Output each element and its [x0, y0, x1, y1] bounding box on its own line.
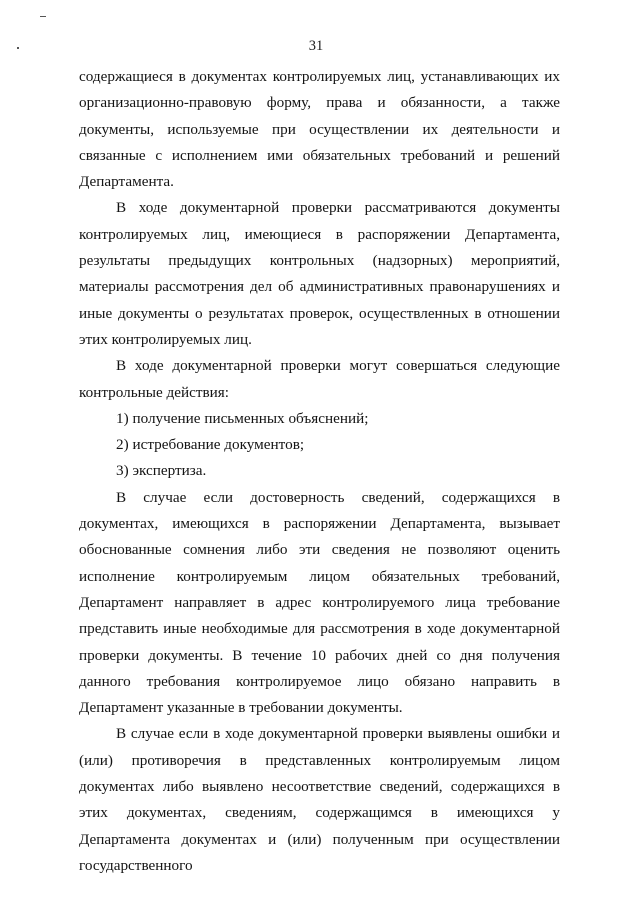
- paragraph-continued: содержащиеся в документах контролируемых лиц, устанавливающих их организационно-правовую форму, права и обязанности, а также документы, используемые при осуществлении их деятельности и связанные с исполнением ими обязательных требований и решений Департамента.: [79, 68, 560, 191]
- paragraph-control-actions: В ходе документарной проверки могут совершаться следующие контрольные действия:: [79, 357, 560, 401]
- list-item-explanations: 1) получение письменных объяснений;: [116, 409, 369, 427]
- document-body: [79, 64, 560, 879]
- list-item-documents-request: 2) истребование документов;: [116, 436, 305, 454]
- scan-artifact-top-left: [40, 16, 46, 17]
- paragraph-documents-reviewed: В ходе документарной проверки рассматриваются документы контролируемых лиц, имеющиеся в распоряжении Департамента, результаты предыдущих контрольных (надзорных) мероприятий, материалы рассмотрения дел об административных правонарушениях и иные документы о результатах проверок, осуществленных в отношении этих контролируемых лиц.: [79, 199, 560, 348]
- page-number: 31: [308, 38, 324, 54]
- paragraph-errors-found: В случае если в ходе документарной проверки выявлены ошибки и (или) противоречия в представленных контролируемым лицом документах либо выявлено несоответствие сведений, содержащихся в этих документах, сведениям, содержащимся в имеющихся у Департамента документах и (или) полученным при осуществлении государственного: [79, 725, 560, 874]
- paragraph-reliability-doubts: В случае если достоверность сведений, содержащихся в документах, имеющихся в распоряжении Департамента, вызывает обоснованные сомнения либо эти сведения не позволяют оценить исполнение контролируемым лицом обязательных требований, Департамент направляет в адрес контролируемого лица требование представить иные необходимые для рассмотрения в ходе документарной проверки документы. В течение 10 рабочих дней со дня получения данного требования контролируемое лицо обязано направить в Департамент указанные в требовании документы.: [79, 488, 560, 717]
- list-item-expertise: 3) экспертиза.: [116, 462, 207, 480]
